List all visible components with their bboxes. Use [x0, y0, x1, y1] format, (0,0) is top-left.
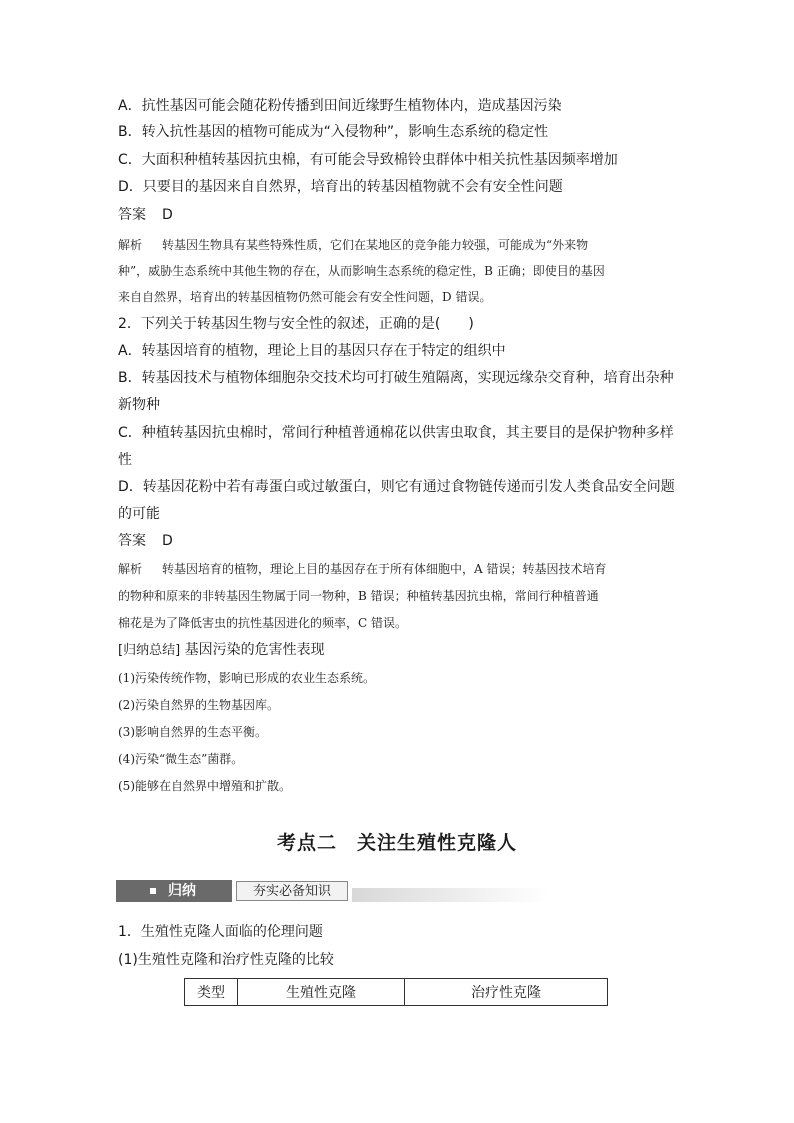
summary-heading — [118, 640, 325, 661]
q1-analysis-line-2: 种”，威胁生态系统中其他生物的存在，从而影响生态系统的稳定性，B 正确；即使目的基因 — [118, 264, 605, 278]
summary-item: (2)污染自然界的生物基因库。 — [118, 698, 279, 712]
point-1-heading: 1．生殖性克隆人面临的伦理问题 — [118, 924, 323, 940]
q1-option-a: A．抗性基因可能会随花粉传播到田间近缘野生植物体内，造成基因污染 — [118, 98, 562, 114]
table-header-cell: 治疗性克隆 — [405, 979, 608, 1006]
q2-answer-value: D — [162, 533, 173, 549]
q1-option-d: D．只要目的基因来自自然界，培育出的转基因植物就不会有安全性问题 — [118, 179, 563, 195]
q2-answer-label: 答案 — [118, 533, 146, 549]
q2-option-c: C．种植转基因抗虫棉时，常间行种植普通棉花以供害虫取食，其主要目的是保护物种多样 — [118, 425, 674, 441]
q1-answer-value: D — [162, 207, 173, 223]
comparison-table — [184, 978, 608, 1006]
table-header-cell: 生殖性克隆 — [238, 979, 405, 1006]
q2-analysis-line-3: 棉花是为了降低害虫的抗性基因进化的频率，C 错误。 — [118, 616, 407, 630]
q2-stem: 2．下列关于转基因生物与安全性的叙述，正确的是( ) — [118, 316, 474, 332]
q2-analysis-label: 解析 — [118, 562, 143, 576]
q1-option-b: B．转入抗性基因的植物可能成为“入侵物种”，影响生态系统的稳定性 — [118, 124, 549, 140]
summary-item: (1)污染传统作物，影响已形成的农业生态系统。 — [118, 671, 375, 685]
q2-analysis-line-2: 的物种和原来的非转基因生物属于同一物种，B 错误；种植转基因抗虫棉，常间行种植普通 — [118, 589, 599, 603]
banner-label: 归纳 — [116, 880, 232, 902]
table-header-cell: 类型 — [185, 979, 238, 1006]
q1-analysis-label: 解析 — [118, 238, 143, 252]
q2-option-c-cont: 性 — [118, 452, 132, 468]
q1-answer — [118, 205, 173, 225]
q2-option-b-cont: 新物种 — [118, 397, 160, 413]
summary-item: (3)影响自然界的生态平衡。 — [118, 725, 267, 739]
section-banner — [116, 880, 432, 904]
square-bullet-icon — [150, 888, 156, 894]
summary-title: 基因污染的危害性表现 — [184, 642, 325, 658]
section-title: 考点二 关注生殖性克隆人 — [276, 832, 517, 854]
q2-option-d: D．转基因花粉中若有毒蛋白或过敏蛋白，则它有通过食物链传递而引发人类食品安全问题 — [118, 479, 675, 495]
banner-subtitle: 夯实必备知识 — [236, 881, 348, 901]
q1-option-c: C．大面积种植转基因抗虫棉，有可能会导致棉铃虫群体中相关抗性基因频率增加 — [118, 152, 618, 168]
point-1-subheading: (1)生殖性克隆和治疗性克隆的比较 — [118, 952, 334, 968]
q1-analysis-line-3: 来自自然界，培育出的转基因植物仍然可能会有安全性问题，D 错误。 — [118, 290, 492, 304]
q2-option-b: B．转基因技术与植物体细胞杂交技术均可打破生殖隔离，实现远缘杂交育种，培育出杂种 — [118, 370, 674, 386]
q1-answer-label: 答案 — [118, 207, 146, 223]
summary-item: (4)污染“微生态”菌群。 — [118, 752, 244, 766]
q2-option-a: A．转基因培育的植物，理论上目的基因只存在于特定的组织中 — [118, 343, 506, 359]
q2-analysis-line-1: 解析 转基因培育的植物，理论上目的基因存在于所有体细胞中，A 错误；转基因技术培育 — [118, 559, 606, 579]
q1-analysis-line-1: 解析 转基因生物具有某些特殊性质，它们在某地区的竞争能力较强，可能成为“外来物 — [118, 235, 588, 255]
q2-answer — [118, 531, 173, 551]
banner-fade-bar — [352, 888, 548, 902]
summary-item: (5)能够在自然界中增殖和扩散。 — [118, 779, 291, 793]
summary-tag: [归纳总结] — [118, 643, 181, 658]
q2-option-d-cont: 的可能 — [118, 506, 160, 522]
table-row — [185, 979, 608, 1006]
